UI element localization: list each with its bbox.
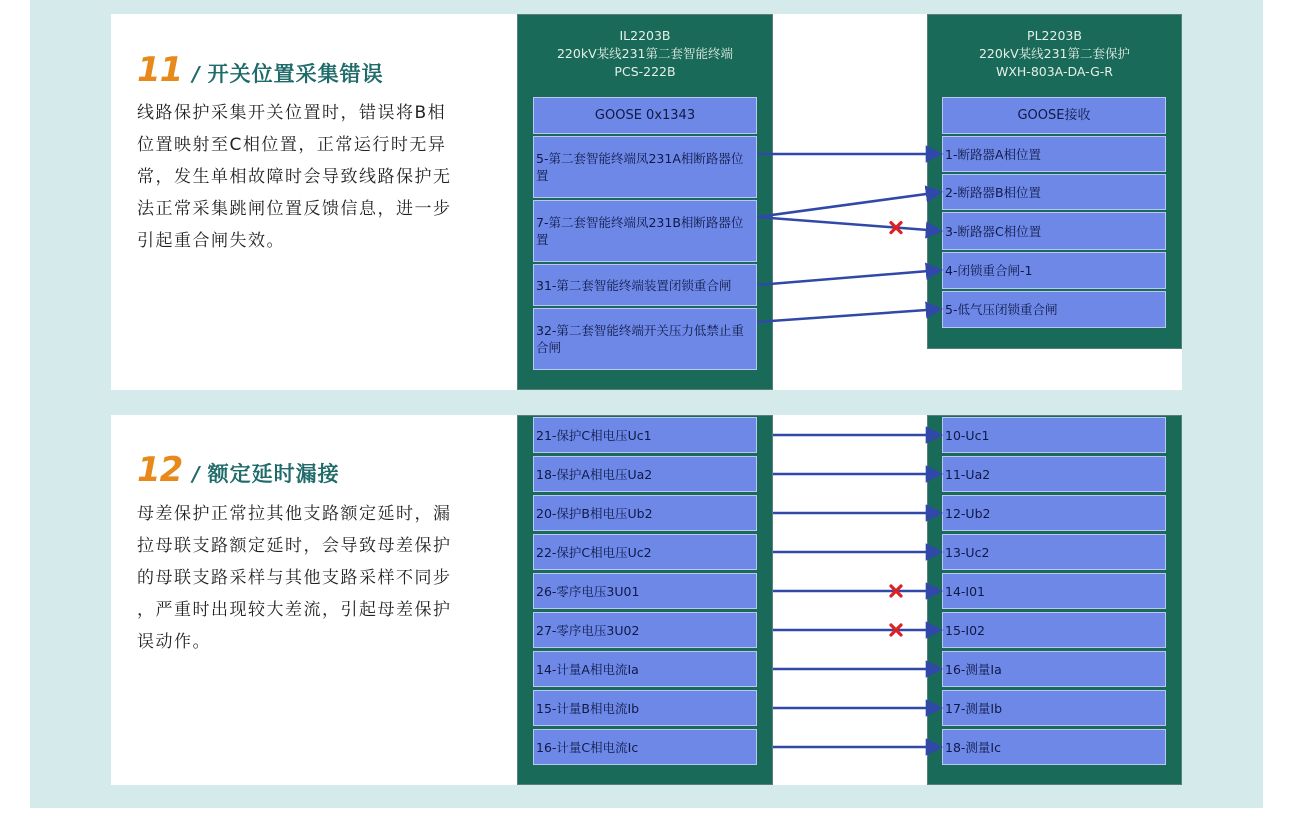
section-slash: / bbox=[192, 62, 200, 86]
description-line: 的母联支路采样与其他支路采样不同步 bbox=[137, 568, 452, 588]
device-name: 220kV某线231第二套保护 bbox=[978, 46, 1130, 61]
signal-label: 20-保护B相电压Ub2 bbox=[536, 505, 653, 521]
device-id: PL2203B bbox=[1027, 28, 1082, 43]
signal-label: 27-零序电压3U02 bbox=[536, 622, 640, 638]
signal-label: 7-第二套智能终端凤231B相断路器位置 bbox=[536, 215, 744, 247]
device-model: WXH-803A-DA-G-R bbox=[995, 64, 1113, 79]
description-line: 常，发生单相故障时会导致线路保护无 bbox=[137, 167, 452, 187]
signal-label: 10-Uc1 bbox=[945, 427, 990, 443]
signal-label: 12-Ub2 bbox=[945, 505, 991, 521]
signal-label: 16-计量C相电流Ic bbox=[536, 739, 639, 755]
section-number: 11 bbox=[137, 50, 183, 90]
description-line: 误动作。 bbox=[137, 632, 211, 652]
signal-link-wire bbox=[757, 270, 941, 285]
signal-label: 22-保护C相电压Uc2 bbox=[536, 544, 652, 560]
signal-label: 17-测量Ib bbox=[945, 700, 1003, 716]
signal-label: 21-保护C相电压Uc1 bbox=[536, 427, 652, 443]
signal-label: 5-低气压闭锁重合闸 bbox=[945, 302, 1058, 317]
description-line: 拉母联支路额定延时，会导致母差保护 bbox=[137, 536, 452, 556]
device-name: 220kV某线231第二套智能终端 bbox=[556, 46, 733, 61]
signal-label: 14-计量A相电流Ia bbox=[536, 661, 639, 677]
signal-label: 14-I01 bbox=[945, 583, 986, 599]
device-id: IL2203B bbox=[619, 28, 671, 43]
signal-label: 3-断路器C相位置 bbox=[945, 223, 1042, 239]
signal-label: 11-Ua2 bbox=[945, 466, 991, 482]
signal-label: 13-Uc2 bbox=[945, 544, 990, 560]
description-line: ，严重时出现较大差流，引起母差保护 bbox=[137, 600, 452, 620]
signal-label: 2-断路器B相位置 bbox=[945, 184, 1042, 200]
goose-send-header[interactable]: GOOSE 0x1343 bbox=[533, 97, 757, 134]
description-line: 母差保护正常拉其他支路额定延时，漏 bbox=[137, 504, 452, 524]
section-title: 开关位置采集错误 bbox=[207, 62, 384, 86]
signal-label: 18-保护A相电压Ua2 bbox=[536, 466, 653, 482]
description-line: 引起重合闸失效。 bbox=[137, 231, 285, 251]
description-line: 法正常采集跳闸位置反馈信息，进一步 bbox=[137, 199, 452, 219]
signal-label: 15-I02 bbox=[945, 622, 986, 638]
section-title: 额定延时漏接 bbox=[207, 462, 340, 486]
signal-label: 31-第二套智能终端装置闭锁重合闸 bbox=[536, 277, 732, 293]
section-slash: / bbox=[192, 462, 200, 486]
description-line: 线路保护采集开关位置时，错误将B相 bbox=[137, 103, 447, 123]
signal-link-wire bbox=[757, 217, 941, 231]
section-number: 12 bbox=[137, 450, 183, 490]
signal-label: 18-测量Ic bbox=[945, 739, 1001, 755]
signal-label: 5-第二套智能终端凤231A相断路器位置 bbox=[536, 151, 744, 183]
signal-label: 32-第二套智能终端开关压力低禁止重合闸 bbox=[536, 323, 744, 355]
signal-label: 26-零序电压3U01 bbox=[536, 583, 640, 599]
goose-receive-header[interactable]: GOOSE接收 bbox=[942, 97, 1166, 134]
description-line: 位置映射至C相位置，正常运行时无异 bbox=[137, 135, 447, 155]
signal-label: 1-断路器A相位置 bbox=[945, 146, 1042, 162]
signal-label: 16-测量Ia bbox=[945, 661, 1002, 677]
signal-label: 4-闭锁重合闸-1 bbox=[945, 263, 1033, 278]
signal-label: 15-计量B相电流Ib bbox=[536, 700, 640, 716]
signal-link-wire bbox=[757, 309, 941, 322]
device-model: PCS-222B bbox=[614, 64, 676, 79]
signal-link-wire bbox=[757, 192, 941, 217]
